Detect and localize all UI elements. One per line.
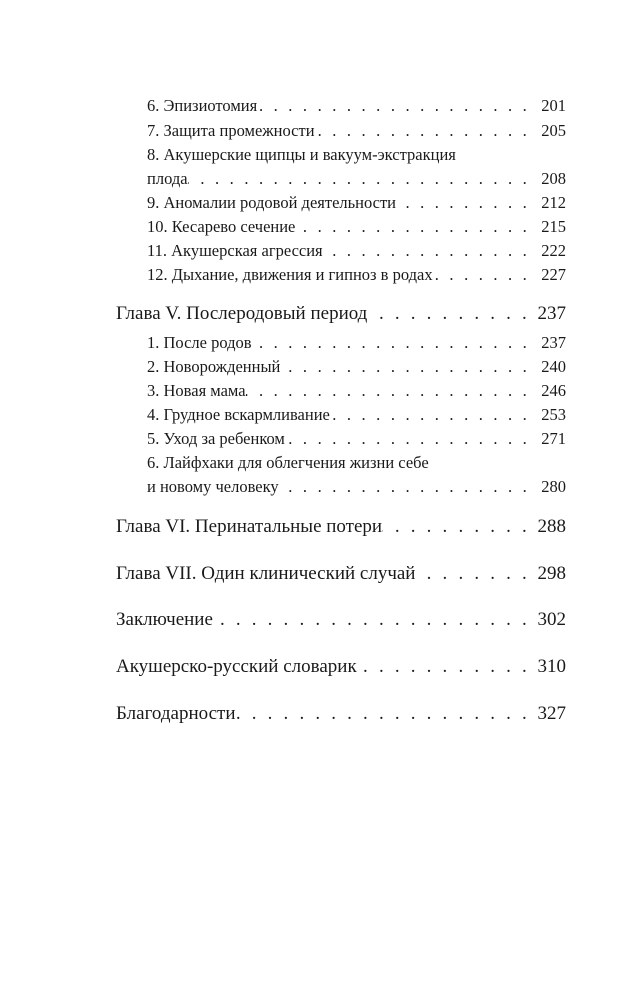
toc-entry-title-line1: 6. Лайфхаки для облегчения жизни себе [147, 453, 429, 472]
dot-leader [323, 241, 530, 261]
toc-chapter-title: Глава VI. Перинатальные потери [116, 516, 383, 537]
toc-entry-page: 237 [541, 333, 566, 352]
toc-entry-page: 280 [541, 477, 566, 496]
dot-leader [415, 563, 530, 585]
toc-entry-page: 215 [541, 217, 566, 236]
dot-leader [280, 357, 530, 377]
toc-entry [147, 121, 566, 141]
toc-chapter [116, 609, 566, 631]
toc-entry [147, 429, 566, 449]
toc-entry-page: 201 [541, 96, 566, 115]
toc-entry-title: плода [147, 169, 188, 188]
dot-leader [367, 303, 530, 325]
toc-entry-title: и новому человеку [147, 477, 279, 496]
toc-entry-title: 4. Грудное вскармливание [147, 405, 330, 424]
toc-entry-page: 208 [541, 169, 566, 188]
toc-entry-title: 10. Кесарево сечение [147, 217, 296, 236]
dot-leader [236, 703, 531, 725]
toc-entry [147, 217, 566, 237]
toc-entry-page: 212 [541, 193, 566, 212]
toc-chapter-page: 310 [537, 656, 566, 677]
dot-leader [315, 121, 530, 141]
toc-entry [147, 169, 566, 189]
toc-entry-page: 246 [541, 381, 566, 400]
toc-entry-title: 3. Новая мама [147, 381, 246, 400]
toc-entry-title: 2. Новорожденный [147, 357, 281, 376]
toc-chapter [116, 516, 566, 538]
toc-entry [147, 333, 566, 353]
toc-chapter [116, 703, 566, 725]
toc-entry [147, 357, 566, 377]
toc-entry [147, 381, 566, 401]
dot-leader [433, 265, 530, 285]
dot-leader [188, 169, 530, 189]
toc-entry [147, 96, 566, 116]
dot-leader [279, 477, 530, 497]
toc-entry-title: 5. Уход за ребенком [147, 429, 285, 448]
dot-leader [396, 193, 530, 213]
toc-entry [147, 405, 566, 425]
dot-leader [295, 217, 530, 237]
toc-chapter-page: 298 [537, 563, 566, 584]
toc-entry-title: 7. Защита промежности [147, 121, 315, 140]
toc-entry-title: 1. После родов [147, 333, 252, 352]
toc-entry [147, 265, 566, 285]
dot-leader [285, 429, 530, 449]
toc-entry-title: 6. Эпизиотомия [147, 96, 258, 115]
toc-chapter-title: Заключение [116, 609, 213, 630]
dot-leader [357, 656, 530, 678]
dot-leader [252, 333, 530, 353]
toc-chapter-page: 237 [537, 303, 566, 324]
dot-leader [213, 609, 530, 631]
toc-entry-title-line1: 8. Акушерские щипцы и вакуум-экстракция [147, 145, 456, 164]
toc-chapter [116, 563, 566, 585]
toc-chapter [116, 303, 566, 325]
toc-entry-title: 12. Дыхание, движения и гипноз в родах [147, 265, 433, 284]
toc-chapter [116, 656, 566, 678]
toc-entry-title: 9. Аномалии родовой деятельности [147, 193, 397, 212]
toc-chapter-page: 302 [537, 609, 566, 630]
toc-entry [147, 477, 566, 497]
dot-leader [330, 405, 530, 425]
toc-chapter-title: Акушерско-русский словарик [116, 656, 357, 677]
toc-entry [147, 193, 566, 213]
toc-entry-page: 205 [541, 121, 566, 140]
toc-entry-page: 271 [541, 429, 566, 448]
toc-entry-page: 240 [541, 357, 566, 376]
toc-entry-title: 11. Акушерская агрессия [147, 241, 323, 260]
toc-chapter-page: 288 [537, 516, 566, 537]
toc-chapter-page: 327 [537, 703, 566, 724]
dot-leader [382, 516, 530, 538]
toc-chapter-title: Благодарности [116, 703, 236, 724]
dot-leader [246, 381, 530, 401]
toc-chapter-title: Глава VII. Один клинический случай [116, 563, 416, 584]
toc-chapter-title: Глава V. Послеродовый период [116, 303, 368, 324]
toc-entry-page: 222 [541, 241, 566, 260]
dot-leader [257, 96, 530, 116]
toc-entry [147, 241, 566, 261]
toc-entry-page: 253 [541, 405, 566, 424]
toc-entry-page: 227 [541, 265, 566, 284]
